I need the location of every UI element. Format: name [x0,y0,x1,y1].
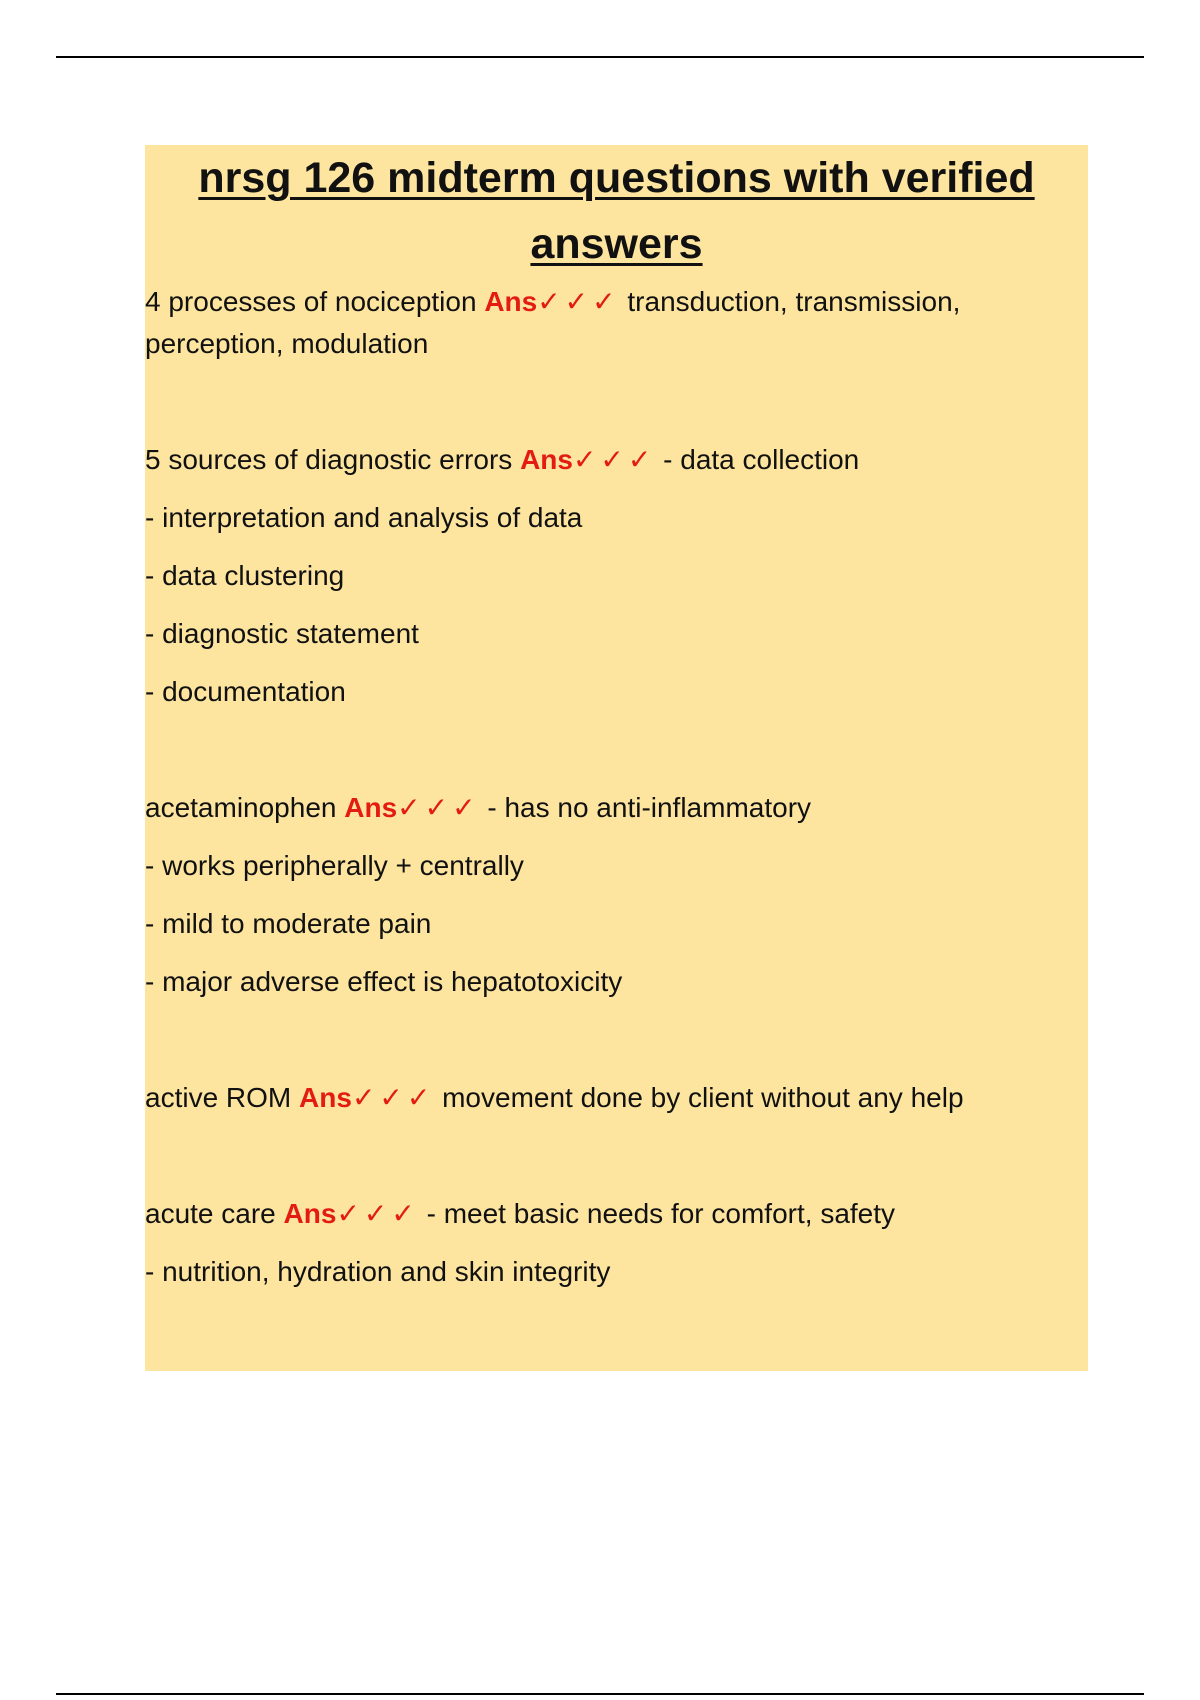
qa-entry-nociception [145,281,1088,365]
answer-line: - mild to moderate pain [145,908,432,939]
qa-entry-line [145,1077,1088,1119]
question-term: 4 processes of nociception [145,286,477,317]
answer-line: - diagnostic statement [145,618,419,649]
question-term: 5 sources of diagnostic errors [145,444,513,475]
answer-text: - meet basic needs for comfort, safety [426,1198,896,1229]
question-term: acetaminophen [145,792,337,823]
qa-entry-line [145,281,1088,365]
qa-entry-line [145,439,1088,481]
answer-text: - has no anti-inflammatory [487,792,812,823]
check-marks: ✓✓✓ [537,286,620,317]
qa-entry-diagnostic-errors [145,439,1088,713]
answer-marker: Ans [283,1198,337,1229]
qa-list [145,277,1088,1293]
title-block [145,145,1088,277]
qa-entry-line [145,1193,1088,1235]
answer-line: - major adverse effect is hepatotoxicity [145,966,623,997]
document-panel [145,145,1088,1371]
answer-marker: Ans [344,792,398,823]
top-rule [56,56,1144,58]
answer-marker: Ans [520,444,573,475]
check-marks: ✓✓✓ [572,444,656,475]
answer-marker: Ans [484,286,538,317]
document-title: nrsg 126 midterm questions with verified answers [198,154,1035,268]
answer-text: - data collection [663,444,860,475]
check-marks: ✓✓✓ [351,1082,435,1113]
qa-entry-acetaminophen [145,787,1088,1003]
qa-entry-line [145,787,1088,829]
question-term: acute care [145,1198,276,1229]
answer-line: - interpretation and analysis of data [145,502,583,533]
bottom-rule [56,1693,1144,1695]
qa-entry-acute-care [145,1193,1088,1293]
answer-line: - works peripherally + centrally [145,850,524,881]
qa-entry-active-rom [145,1077,1088,1119]
question-term: active ROM [145,1082,292,1113]
answer-line: - documentation [145,676,346,707]
answer-text: movement done by client without any help [442,1082,964,1113]
answer-line: - data clustering [145,560,345,591]
answer-line: - nutrition, hydration and skin integrity [145,1256,611,1287]
answer-marker: Ans [299,1082,352,1113]
check-marks: ✓✓✓ [336,1198,419,1229]
answer-text: transduction, transmission, perception, modulation [145,286,961,359]
check-marks: ✓✓✓ [397,792,480,823]
